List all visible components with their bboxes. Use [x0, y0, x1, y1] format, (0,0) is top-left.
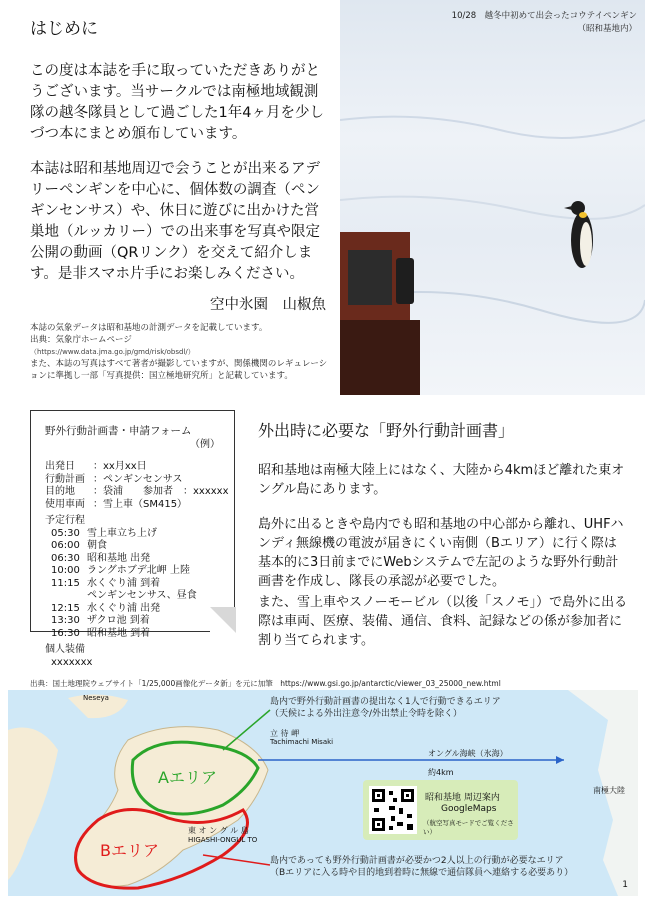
note-line-3: また、本誌の写真はすべて著者が撮影していますが、関係機関のレギュレーションに準拠し一部「写真提供：国立極地研究所」と記載しています。: [30, 359, 328, 381]
schedule-activity: 水くぐり浦 出発: [87, 602, 161, 614]
schedule-time: 12:15: [51, 602, 80, 614]
form-title: 野外行動計画書・申請フォーム: [45, 425, 192, 437]
strait-label: オングル海峡（氷海）: [428, 749, 508, 758]
schedule-row: [45, 615, 229, 628]
page-number: 1: [622, 880, 628, 890]
intro-section: [30, 14, 330, 314]
page-fold-corner: [210, 607, 236, 633]
schedule-row: [45, 578, 229, 591]
note-line-1: 本誌の気象データは昭和基地の計測データを記載しています。: [30, 323, 268, 333]
photo-caption: [452, 10, 637, 36]
data-source-note: [30, 322, 330, 382]
schedule-activity: ラングホブデ北岬 上陸: [87, 565, 190, 576]
field-plan-section: [258, 418, 628, 666]
form-row: [45, 461, 229, 474]
field-plan-heading: 外出時に必要な「野外行動計画書」: [258, 421, 515, 440]
schedule-row: [45, 603, 229, 616]
intro-paragraph-1: この度は本誌を手に取っていただきありがとうございます。当サークルでは南極地域観測隊の越冬隊員として過ごした1年4ヶ月を少しづつ本にまとめ頒布しています。: [30, 63, 324, 142]
schedule-time: 13:30: [51, 615, 80, 626]
photo-caption-line-1: 10/28 越冬中初めて出会ったコウテイペンギン: [451, 11, 637, 21]
note-url: （https://www.data.jma.go.jp/gmd/risk/obsdl/）: [30, 348, 195, 356]
schedule-time: 16:30: [51, 627, 80, 639]
map-source-credit: 出典：国土地理院ウェブサイト「1/25,000画像化データ新」を元に加筆 https://www.gsi.go.jp/antarctic/viewer_03_25000_new.html: [30, 679, 501, 688]
google-maps-qr-box[interactable]: [363, 780, 518, 840]
form-row-value: ：ペンギンセンサス: [93, 473, 183, 485]
schedule-time: 06:00: [51, 540, 80, 551]
schedule-activity: 水くぐり浦 到着: [87, 577, 161, 589]
schedule-activity: ペンギンセンサス、昼食: [87, 590, 197, 601]
form-row-value: ：xx月xx日: [93, 461, 147, 472]
form-row-key: 行動計画: [45, 473, 85, 485]
schedule-activity: ザクロ池 到着: [87, 615, 150, 626]
area-a-callout-line-1: 島内で野外行動計画書の提出なく1人で行動できるエリア: [270, 697, 501, 707]
form-row: [45, 474, 229, 487]
schedule-activity: 昭和基地 出発: [87, 552, 151, 564]
note-line-2: 出典：気象庁ホームページ: [30, 335, 132, 345]
equipment-title: 個人装備: [45, 644, 85, 655]
schedule-row: [45, 590, 229, 603]
schedule-activity: 昭和基地 到着: [87, 627, 151, 639]
qr-subtitle: GoogleMaps: [441, 804, 497, 814]
schedule-row: [45, 553, 229, 566]
form-row: [45, 499, 229, 512]
form-rows: [45, 447, 229, 669]
area-b-label: Bエリア: [100, 841, 159, 860]
intro-title: はじめに: [30, 19, 98, 39]
intro-paragraph-2: 本誌は昭和基地周辺で会うことが出来るアデリーペンギンを中心に、個体数の調査（ペンギンセンサス）や、休日に遊びに出かけた営巣地（ルッカリー）での出来事を写真や限定公開の動画（QRリンク）を交えて紹介します。是非スマホ片手にお楽しみください。: [30, 161, 320, 282]
island-label: 東 オ ン グ ル 島: [188, 826, 249, 835]
area-b-callout-line-1: 島内であっても野外行動計画書が必要かつ2人以上の行動が必要なエリア: [270, 856, 564, 866]
area-b-callout: [270, 855, 573, 879]
schedule-time: 06:30: [51, 552, 80, 564]
schedule-title: 予定行程: [45, 515, 85, 526]
schedule-row: [45, 565, 229, 578]
schedule-row: [45, 628, 229, 641]
penguin-photo: [340, 0, 645, 395]
schedule-row: [45, 540, 229, 553]
qr-title: 昭和基地 周辺案内: [425, 793, 500, 803]
field-plan-paragraph-1: 昭和基地は南極大陸上にはなく、大陸から4kmほど離れた東オングル島にあります。: [258, 463, 625, 497]
schedule-time: 11:15: [51, 577, 80, 589]
form-row-key: 目的地: [45, 486, 75, 497]
snow-scene-illustration: [340, 0, 645, 395]
form-spacer: [45, 447, 229, 461]
schedule-time: [45, 590, 87, 603]
form-row-key: 出発日: [45, 461, 75, 472]
form-row-key: 使用車両: [45, 498, 85, 510]
field-plan-paragraph-2: 島外に出るときや島内でも昭和基地の中心部から離れ、UHFハンディ無線機の電波が届きにくい南側（Bエリア）に行く際は基本的に3日前までにWebシステムで左記のような野外行動計画書を作成し、隊長の承認が必要でした。: [258, 517, 624, 589]
distance-label: 約4km: [428, 768, 454, 777]
form-row-value: ：袋浦 参加者 ：xxxxxx: [93, 486, 229, 497]
neseya-label: Neseya: [83, 694, 109, 702]
equipment-value: xxxxxxx: [51, 656, 93, 668]
area-a-label: Aエリア: [158, 768, 217, 787]
schedule-row: [45, 528, 229, 541]
cape-label: 立 待 岬: [270, 729, 300, 738]
field-plan-form-example: [30, 410, 235, 668]
snow-vehicle: [340, 232, 420, 395]
author-signature: 空中氷園 山椒魚: [210, 297, 326, 313]
schedule-time: 10:00: [51, 565, 80, 576]
emperor-penguin: [564, 201, 593, 268]
schedule-activity: 雪上車立ち上げ: [87, 527, 157, 539]
qr-code-icon[interactable]: [369, 786, 417, 834]
area-b-callout-line-2: （Bエリアに入る時や目的地到着時に無線で通信隊員へ連絡する必要あり）: [270, 868, 574, 878]
island-label-en: HIGASHI-ONGUL TO: [188, 836, 258, 844]
schedule-time: 05:30: [51, 527, 80, 539]
area-a-callout-line-2: （天候による外出注意令/外出禁止令時を除く）: [270, 709, 463, 719]
continent-label: 南極大陸: [593, 786, 625, 795]
schedule-activity: 朝食: [87, 540, 107, 551]
ongul-island-map: [8, 690, 638, 896]
field-plan-paragraph-3: また、雪上車やスノーモービル（以後「スノモ」）で島外に出る際は車両、医療、装備、通信、食料、記録などの係が参加者に割り当てられます。: [258, 595, 628, 648]
form-row: [45, 486, 229, 499]
form-row-value: ：雪上車（SM415）: [93, 498, 188, 510]
area-a-callout: [270, 696, 501, 720]
qr-note: （航空写真モードでご覧ください）: [423, 819, 514, 836]
photo-caption-line-2: （昭和基地内）: [577, 24, 637, 34]
form-example-label: （例）: [190, 439, 220, 450]
cape-label-en: Tachimachi Misaki: [270, 738, 334, 746]
